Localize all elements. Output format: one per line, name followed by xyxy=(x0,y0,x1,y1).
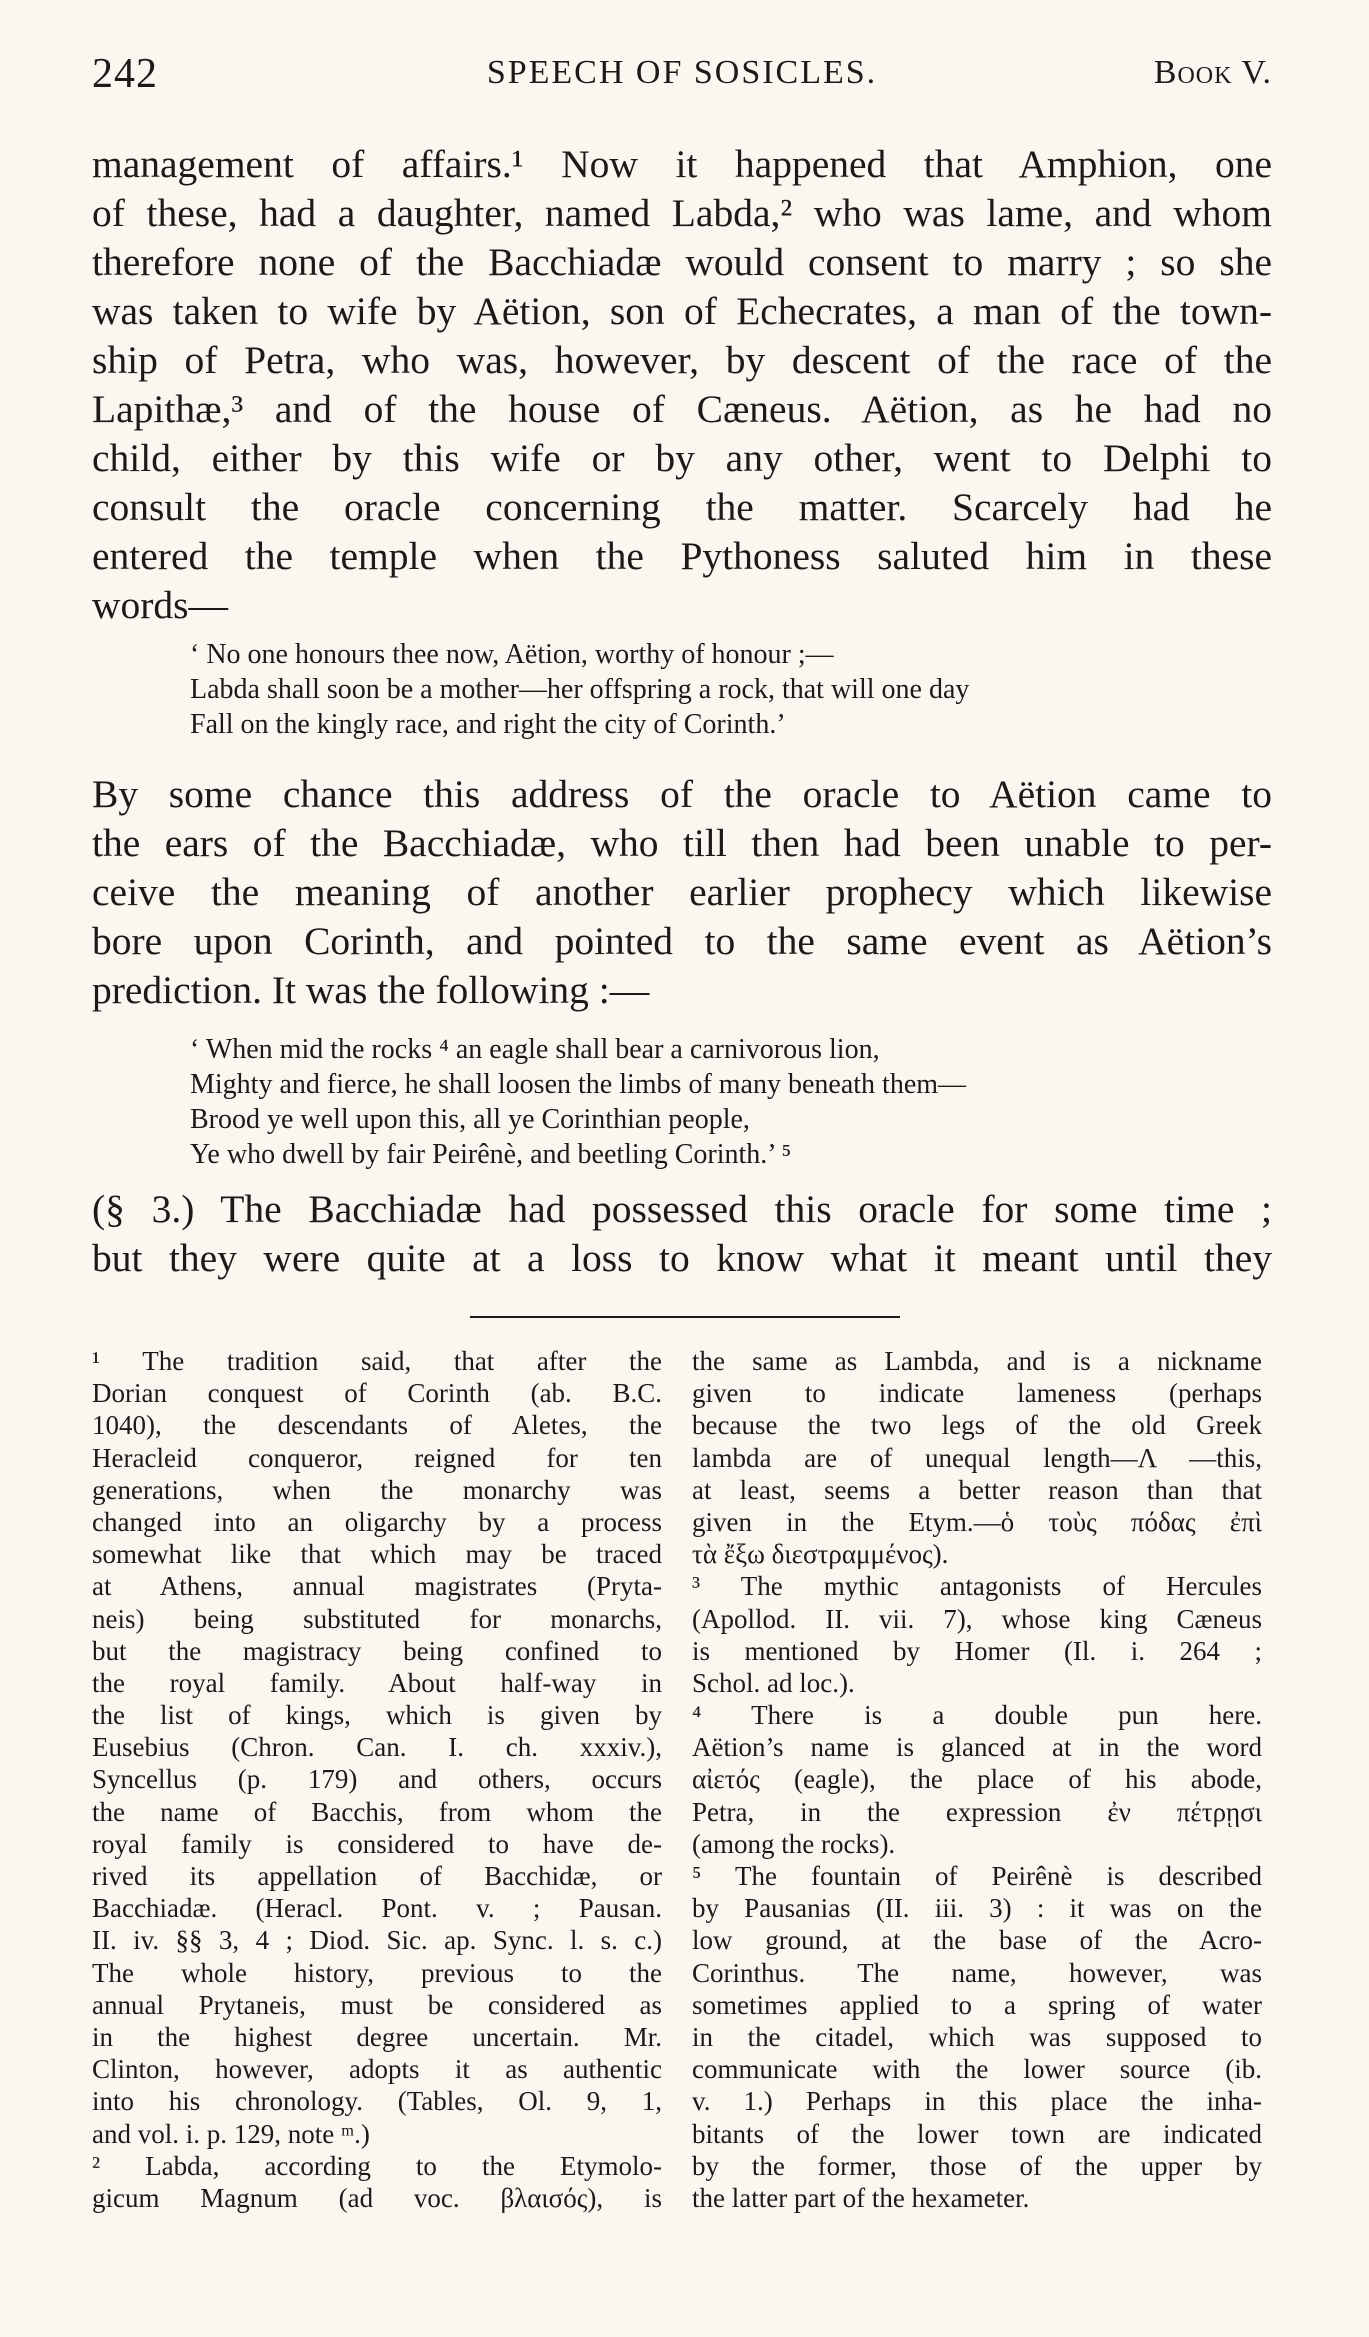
footnote-line: Syncellus (p. 179) and others, occurs xyxy=(92,1764,662,1795)
footnote-line: Schol. ad loc.). xyxy=(692,1667,855,1698)
verse-line: Brood ye well upon this, all ye Corinthian people, xyxy=(190,1104,750,1135)
footnote-line: the royal family. About half-way in xyxy=(92,1667,662,1698)
text-line: Lapithæ,³ and of the house of Cæneus. Aëtion, as he had no xyxy=(92,387,1272,431)
text-line: consult the oracle concerning the matter. Scarcely had he xyxy=(92,485,1272,529)
footnote-line: at least, seems a better reason than that xyxy=(692,1474,1262,1505)
text-line: prediction. It was the following :— xyxy=(92,968,650,1012)
verse-line: ‘ When mid the rocks ⁴ an eagle shall bear a carnivorous lion, xyxy=(190,1034,880,1065)
paragraph-1 xyxy=(92,140,1272,630)
footnote-line: in the citadel, which was supposed to xyxy=(692,2021,1262,2052)
footnote-line: Dorian conquest of Corinth (ab. B.C. xyxy=(92,1378,662,1409)
footnote-line: Bacchiadæ. (Heracl. Pont. v. ; Pausan. xyxy=(92,1893,662,1924)
footnote-line: lambda are of unequal length—Λ —this, xyxy=(692,1442,1262,1473)
footnote-line: bitants of the lower town are indicated xyxy=(692,2118,1262,2149)
footnotes-right-column xyxy=(692,1345,1262,2214)
paragraph-3 xyxy=(92,1185,1272,1283)
footnote-line: at Athens, annual magistrates (Pryta- xyxy=(92,1571,662,1602)
footnote-line: royal family is considered to have de- xyxy=(92,1828,662,1859)
footnote-line: in the highest degree uncertain. Mr. xyxy=(92,2021,662,2052)
footnote-line: given to indicate lameness (perhaps xyxy=(692,1378,1262,1409)
book-label: Book V. xyxy=(1153,54,1272,91)
text-line: management of affairs.¹ Now it happened that Amphion, one xyxy=(92,142,1272,186)
footnotes-left-column xyxy=(92,1345,662,2214)
footnote-line: the same as Lambda, and is a nickname xyxy=(692,1346,1262,1376)
footnote-line: into his chronology. (Tables, Ol. 9, 1, xyxy=(92,2086,662,2117)
footnote-line: and vol. i. p. 129, note ᵐ.) xyxy=(92,2118,370,2149)
footnote-line: ⁵ The fountain of Peirênè is described xyxy=(692,1861,1262,1891)
text-line: ship of Petra, who was, however, by descent of the race of the xyxy=(92,338,1272,382)
footnote-divider xyxy=(470,1316,900,1318)
footnote-line: given in the Etym.—ὁ τοὺς πόδας ἐπὶ xyxy=(692,1506,1262,1537)
footnote-line: Corinthus. The name, however, was xyxy=(692,1957,1262,1988)
footnote-line: by the former, those of the upper by xyxy=(692,2150,1262,2181)
footnote-line: (among the rocks). xyxy=(692,1828,896,1859)
text-line: entered the temple when the Pythoness saluted him in these xyxy=(92,534,1272,578)
oracle-verse-2 xyxy=(190,1032,1220,1172)
running-title: SPEECH OF SOSICLES. xyxy=(486,54,878,91)
footnote-line: low ground, at the base of the Acro- xyxy=(692,1925,1262,1956)
oracle-verse-1 xyxy=(190,637,1220,742)
footnote-line: the latter part of the hexameter. xyxy=(692,2182,1030,2213)
text-line: By some chance this address of the oracle to Aëtion came to xyxy=(92,772,1272,816)
footnote-line: Aëtion’s name is glanced at in the word xyxy=(692,1732,1262,1763)
text-line: of these, had a daughter, named Labda,² who was lame, and whom xyxy=(92,191,1272,235)
text-line: was taken to wife by Aëtion, son of Echecrates, a man of the town- xyxy=(92,289,1272,333)
text-line: the ears of the Bacchiadæ, who till then had been unable to per- xyxy=(92,821,1272,865)
footnote-line: by Pausanias (II. iii. 3) : it was on the xyxy=(692,1893,1262,1924)
footnote-line: communicate with the lower source (ib. xyxy=(692,2054,1262,2085)
verse-line: Labda shall soon be a mother—her offspring a rock, that will one day xyxy=(190,674,970,705)
footnote-line: the name of Bacchis, from whom the xyxy=(92,1796,662,1827)
running-header xyxy=(92,50,1272,110)
verse-line: Mighty and fierce, he shall loosen the limbs of many beneath them— xyxy=(190,1069,967,1100)
footnote-line: 1040), the descendants of Aletes, the xyxy=(92,1410,662,1441)
footnote-line: sometimes applied to a spring of water xyxy=(692,1989,1262,2020)
footnote-line: Petra, in the expression ἐν πέτρῃσι xyxy=(692,1796,1262,1827)
footnote-line: Eusebius (Chron. Can. I. ch. xxxiv.), xyxy=(92,1732,662,1763)
text-line: but they were quite at a loss to know what it meant until they xyxy=(92,1236,1272,1280)
footnote-line: ¹ The tradition said, that after the xyxy=(92,1346,662,1376)
text-line: bore upon Corinth, and pointed to the same event as Aëtion’s xyxy=(92,919,1272,963)
footnote-line: somewhat like that which may be traced xyxy=(92,1539,662,1570)
footnote-line: v. 1.) Perhaps in this place the inha- xyxy=(692,2086,1262,2117)
page-number: 242 xyxy=(92,51,158,97)
footnote-line: gicum Magnum (ad voc. βλαισός), is xyxy=(92,2182,662,2213)
footnote-line: ² Labda, according to the Etymolo- xyxy=(92,2150,662,2181)
footnote-line: is mentioned by Homer (Il. i. 264 ; xyxy=(692,1635,1262,1666)
footnote-line: ³ The mythic antagonists of Hercules xyxy=(692,1571,1262,1602)
text-line: child, either by this wife or by any other, went to Delphi to xyxy=(92,436,1272,480)
footnote-line: rived its appellation of Bacchidæ, or xyxy=(92,1861,662,1891)
footnote-line: changed into an oligarchy by a process xyxy=(92,1506,662,1537)
footnote-line: (Apollod. II. vii. 7), whose king Cæneus xyxy=(692,1603,1262,1634)
verse-line: ‘ No one honours thee now, Aëtion, worthy of honour ;— xyxy=(190,639,834,670)
footnote-line: because the two legs of the old Greek xyxy=(692,1410,1262,1441)
footnote-line: generations, when the monarchy was xyxy=(92,1474,662,1505)
verse-line: Fall on the kingly race, and right the city of Corinth.’ xyxy=(190,709,786,740)
text-line: words— xyxy=(92,583,229,627)
footnote-line: the list of kings, which is given by xyxy=(92,1700,662,1731)
footnote-line: Clinton, however, adopts it as authentic xyxy=(92,2054,662,2085)
footnote-line: The whole history, previous to the xyxy=(92,1957,662,1988)
text-line: ceive the meaning of another earlier prophecy which likewise xyxy=(92,870,1272,914)
footnote-line: neis) being substituted for monarchs, xyxy=(92,1603,662,1634)
footnote-line: annual Prytaneis, must be considered as xyxy=(92,1989,662,2020)
text-line: therefore none of the Bacchiadæ would consent to marry ; so she xyxy=(92,240,1272,284)
footnote-line: αἰετός (eagle), the place of his abode, xyxy=(692,1764,1262,1795)
footnote-line: Heracleid conqueror, reigned for ten xyxy=(92,1442,662,1473)
paragraph-2 xyxy=(92,770,1272,1015)
footnote-line: II. iv. §§ 3, 4 ; Diod. Sic. ap. Sync. l. s. c.) xyxy=(92,1925,662,1956)
footnote-line: but the magistracy being confined to xyxy=(92,1635,662,1666)
verse-line: Ye who dwell by fair Peirênè, and beetling Corinth.’ ⁵ xyxy=(190,1139,792,1170)
footnote-line: τὰ ἔξω διεστραμμένος). xyxy=(692,1539,949,1570)
footnote-line: ⁴ There is a double pun here. xyxy=(692,1700,1262,1731)
text-line: (§ 3.) The Bacchiadæ had possessed this oracle for some time ; xyxy=(92,1187,1272,1231)
